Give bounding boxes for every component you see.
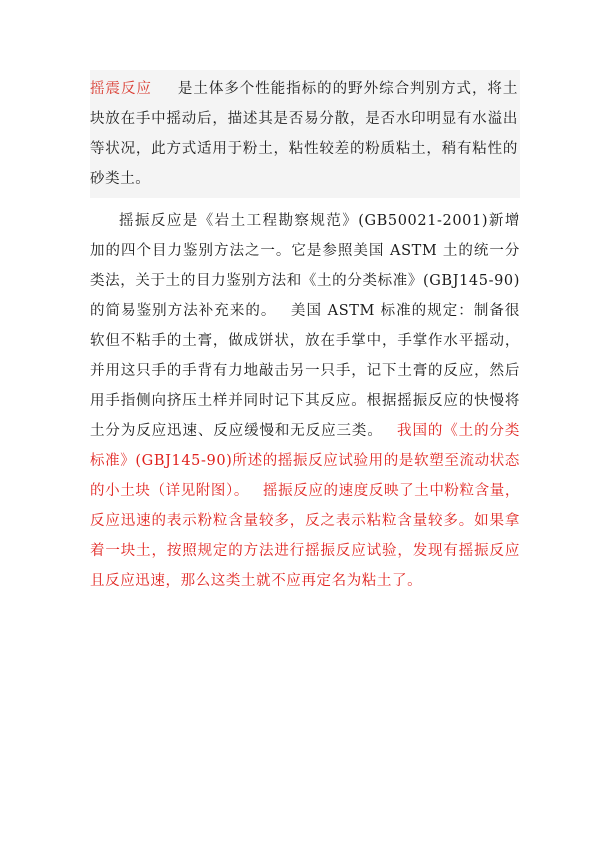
definition-term: 摇震反应 (90, 81, 152, 97)
highlight-sentence-2: 摇振反应的速度反映了土中粉粒含量，反应迅速的表示粉粒含量较多，反之表示粘粒含量较多。如果拿着一块土，按照规定的方法进行摇振反应试验，发现有摇振反应且反应迅速，那么这类土就不应再定名为粘土了。 (90, 483, 520, 589)
body-sentence-2: 美国 ASTM 标准的规定：制备很软但不粘手的土膏，做成饼状，放在手掌中，手掌作水平摇动，并用这只手的手背有力地敲击另一只手，记下土膏的反应，然后用手指侧向挤压土样并同时记下其反应。根据摇振反应的快慢将土分为反应迅速、反应缓慢和无反应三类。 (90, 303, 521, 439)
document-page (90, 70, 520, 596)
body-paragraph (90, 206, 520, 596)
body-sentence-1: 摇振反应是《岩土工程勘察规范》(GB50021-2001)新增加的四个目力鉴别方法之一。它是参照美国 ASTM 土的统一分类法，关于土的目力鉴别方法和《土的分类标准》(GBJ145-90)的简易鉴别方法补充来的。 (90, 213, 520, 319)
definition-block (90, 70, 520, 198)
highlight-sentence-1: 我国的《土的分类标准》(GBJ145-90)所述的摇振反应试验用的是软塑至流动状态的小土块（详见附图）。 (90, 423, 520, 499)
definition-text: 是土体多个性能指标的的野外综合判别方式，将土块放在手中摇动后，描述其是否易分散，是否水印明显有水溢出等状况，此方式适用于粉土，粘性较差的粉质粘土，稍有粘性的砂类土。 (90, 81, 518, 187)
